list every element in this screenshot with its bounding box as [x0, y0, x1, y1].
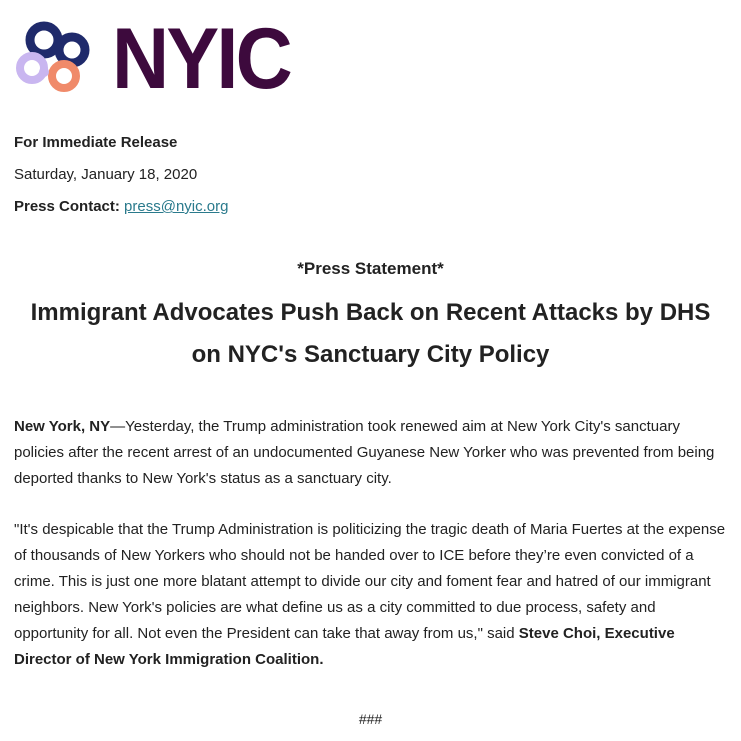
nyic-wordmark: NYIC [112, 11, 290, 107]
dateline: New York, NY [14, 418, 111, 435]
press-contact [14, 198, 228, 216]
body-paragraph-1 [14, 414, 726, 492]
quote-attribution: Steve Choi, Executive Director of New York Immigration Coalition. [14, 625, 675, 668]
nyic-logo-mark-icon [14, 12, 102, 98]
end-mark: ### [358, 711, 383, 727]
paragraph-1-text: —Yesterday, the Trump administration took renewed aim at New York City's sanctuary policies after the recent arrest of an undocumented Guyanese New Yorker who was prevented from being deported thanks to New York's status as a sanctuary city. [14, 418, 715, 487]
body-paragraph-2 [14, 517, 726, 673]
press-contact-email-link[interactable]: press@nyic.org [124, 198, 229, 215]
nyic-logo [14, 11, 290, 107]
release-date: Saturday, January 18, 2020 [14, 166, 198, 183]
quote-text: "It's despicable that the Trump Administration is politicizing the tragic death of Maria Fuertes at the expense of thousands of New Yorkers who should not be handed over to ICE before they’re even convicted of a crime. This is just one more blatant attempt to divide our city and foment fear and hatred of our immigrant neighbors. New York's policies are what define us as a city committed to due process, safety and opportunity for all. Not even the President can take that away from us," said [14, 521, 726, 642]
press-statement-kicker: *Press Statement* [297, 259, 444, 278]
press-contact-label: Press Contact: [14, 198, 120, 215]
release-label: For Immediate Release [14, 134, 178, 151]
headline: Immigrant Advocates Push Back on Recent Attacks by DHS on NYC's Sanctuary City Policy [30, 299, 711, 368]
